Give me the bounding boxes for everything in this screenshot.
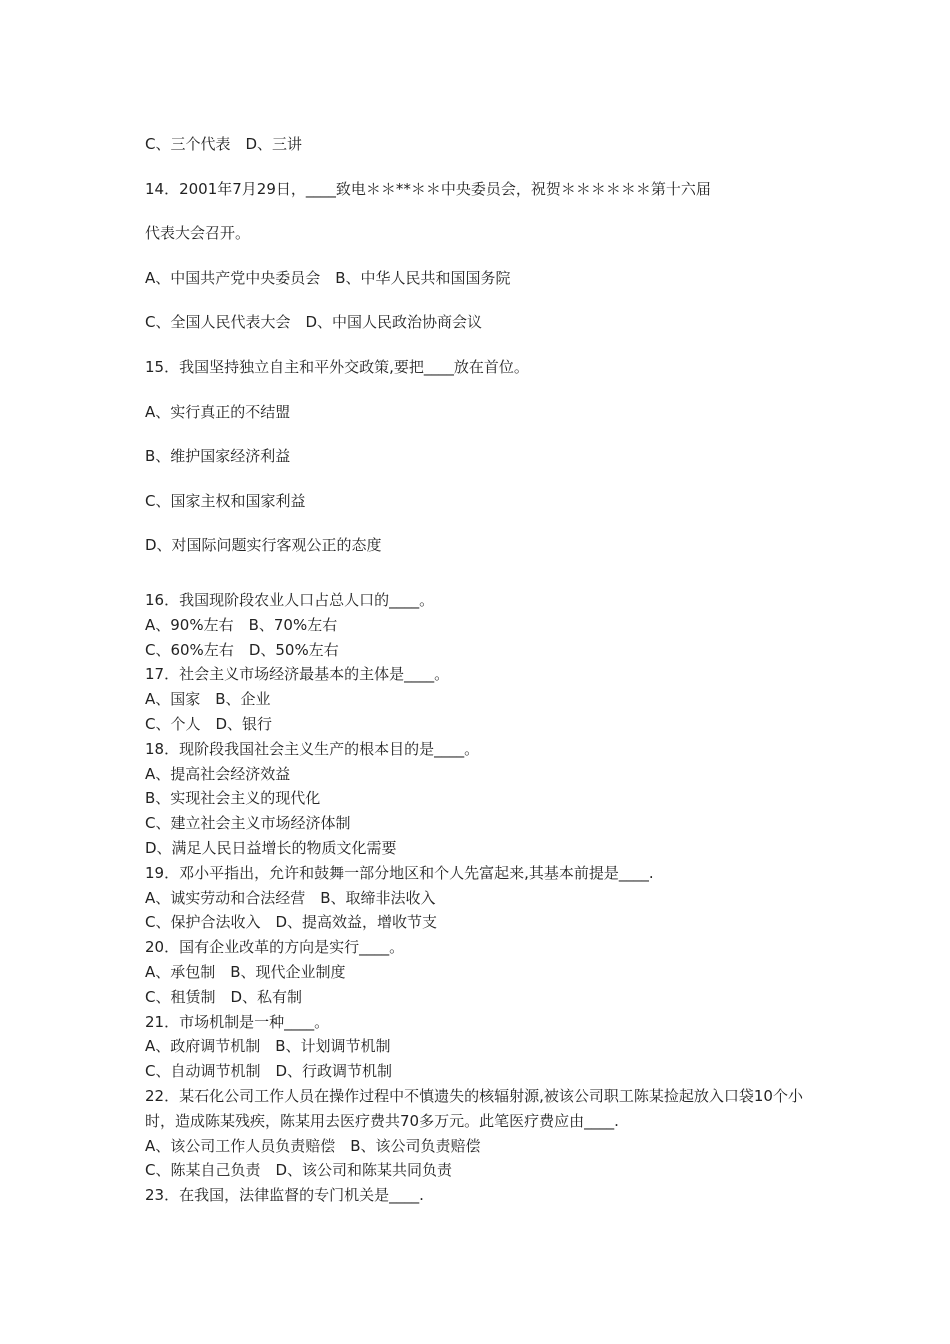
question-20-options-c-d: C、租赁制 D、私有制 [145, 987, 303, 1006]
question-17-options-a-b: A、国家 B、企业 [145, 690, 271, 709]
question-16-options-c-d: C、60%左右 D、50%左右 [145, 640, 339, 659]
question-block-spaced [145, 122, 825, 568]
question-21-options-c-d: C、自动调节机制 D、行政调节机制 [145, 1062, 393, 1081]
question-22-options-c-d: C、陈某自己负责 D、该公司和陈某共同负责 [145, 1161, 453, 1180]
question-19-options-a-b: A、诚实劳动和合法经营 B、取缔非法收入 [145, 888, 436, 907]
question-14-line-1: 14．2001年7月29日，____致电＊＊**＊＊中央委员会，祝贺＊＊＊＊＊＊第十六届 [145, 179, 711, 198]
question-18-option-b: B、实现社会主义的现代化 [145, 789, 321, 808]
question-20-options-a-b: A、承包制 B、现代企业制度 [145, 962, 346, 981]
question-15: 15．我国坚持独立自主和平外交政策,要把____放在首位。 [145, 357, 529, 376]
question-15-option-d: D、对国际问题实行客观公正的态度 [145, 536, 382, 555]
question-18-option-d: D、满足人民日益增长的物质文化需要 [145, 838, 397, 857]
question-14-options-a-b: A、中国共产党中央委员会 B、中华人民共和国国务院 [145, 268, 511, 287]
option-line-c-d: C、三个代表 D、三讲 [145, 135, 303, 153]
question-17: 17．社会主义市场经济最基本的主体是____。 [145, 665, 450, 684]
question-19: 19．邓小平指出，允许和鼓舞一部分地区和个人先富起来,其基本前提是____. [145, 863, 654, 882]
question-15-option-c: C、国家主权和国家利益 [145, 491, 306, 510]
question-19-options-c-d: C、保护合法收入 D、提高效益，增收节支 [145, 913, 438, 932]
question-20: 20．国有企业改革的方向是实行____。 [145, 938, 405, 957]
question-23: 23．在我国，法律监督的专门机关是____. [145, 1186, 424, 1205]
question-18-option-c: C、建立社会主义市场经济体制 [145, 814, 351, 833]
question-16: 16．我国现阶段农业人口占总人口的____。 [145, 591, 435, 609]
question-18: 18．现阶段我国社会主义生产的根本目的是____。 [145, 739, 480, 758]
question-21-options-a-b: A、政府调节机制 B、计划调节机制 [145, 1037, 391, 1056]
question-18-option-a: A、提高社会经济效益 [145, 764, 291, 783]
question-14-line-2: 代表大会召开。 [145, 224, 251, 243]
question-14-options-c-d: C、全国人民代表大会 D、中国人民政治协商会议 [145, 313, 483, 332]
question-21: 21．市场机制是一种____。 [145, 1012, 330, 1031]
question-22-options-a-b: A、该公司工作人员负责赔偿 B、该公司负责赔偿 [145, 1136, 481, 1155]
question-16-options-a-b: A、90%左右 B、70%左右 [145, 615, 338, 634]
question-block-compact [145, 588, 825, 1208]
question-17-options-c-d: C、个人 D、银行 [145, 714, 273, 733]
question-15-option-b: B、维护国家经济利益 [145, 447, 291, 466]
question-22: 22．某石化公司工作人员在操作过程中不慎遗失的核辐射源,被该公司职工陈某捡起放入口袋10个小时，造成陈某残疾，陈某用去医疗费共70多万元。此笔医疗费应由____. [145, 1086, 803, 1130]
question-15-option-a: A、实行真正的不结盟 [145, 402, 291, 421]
